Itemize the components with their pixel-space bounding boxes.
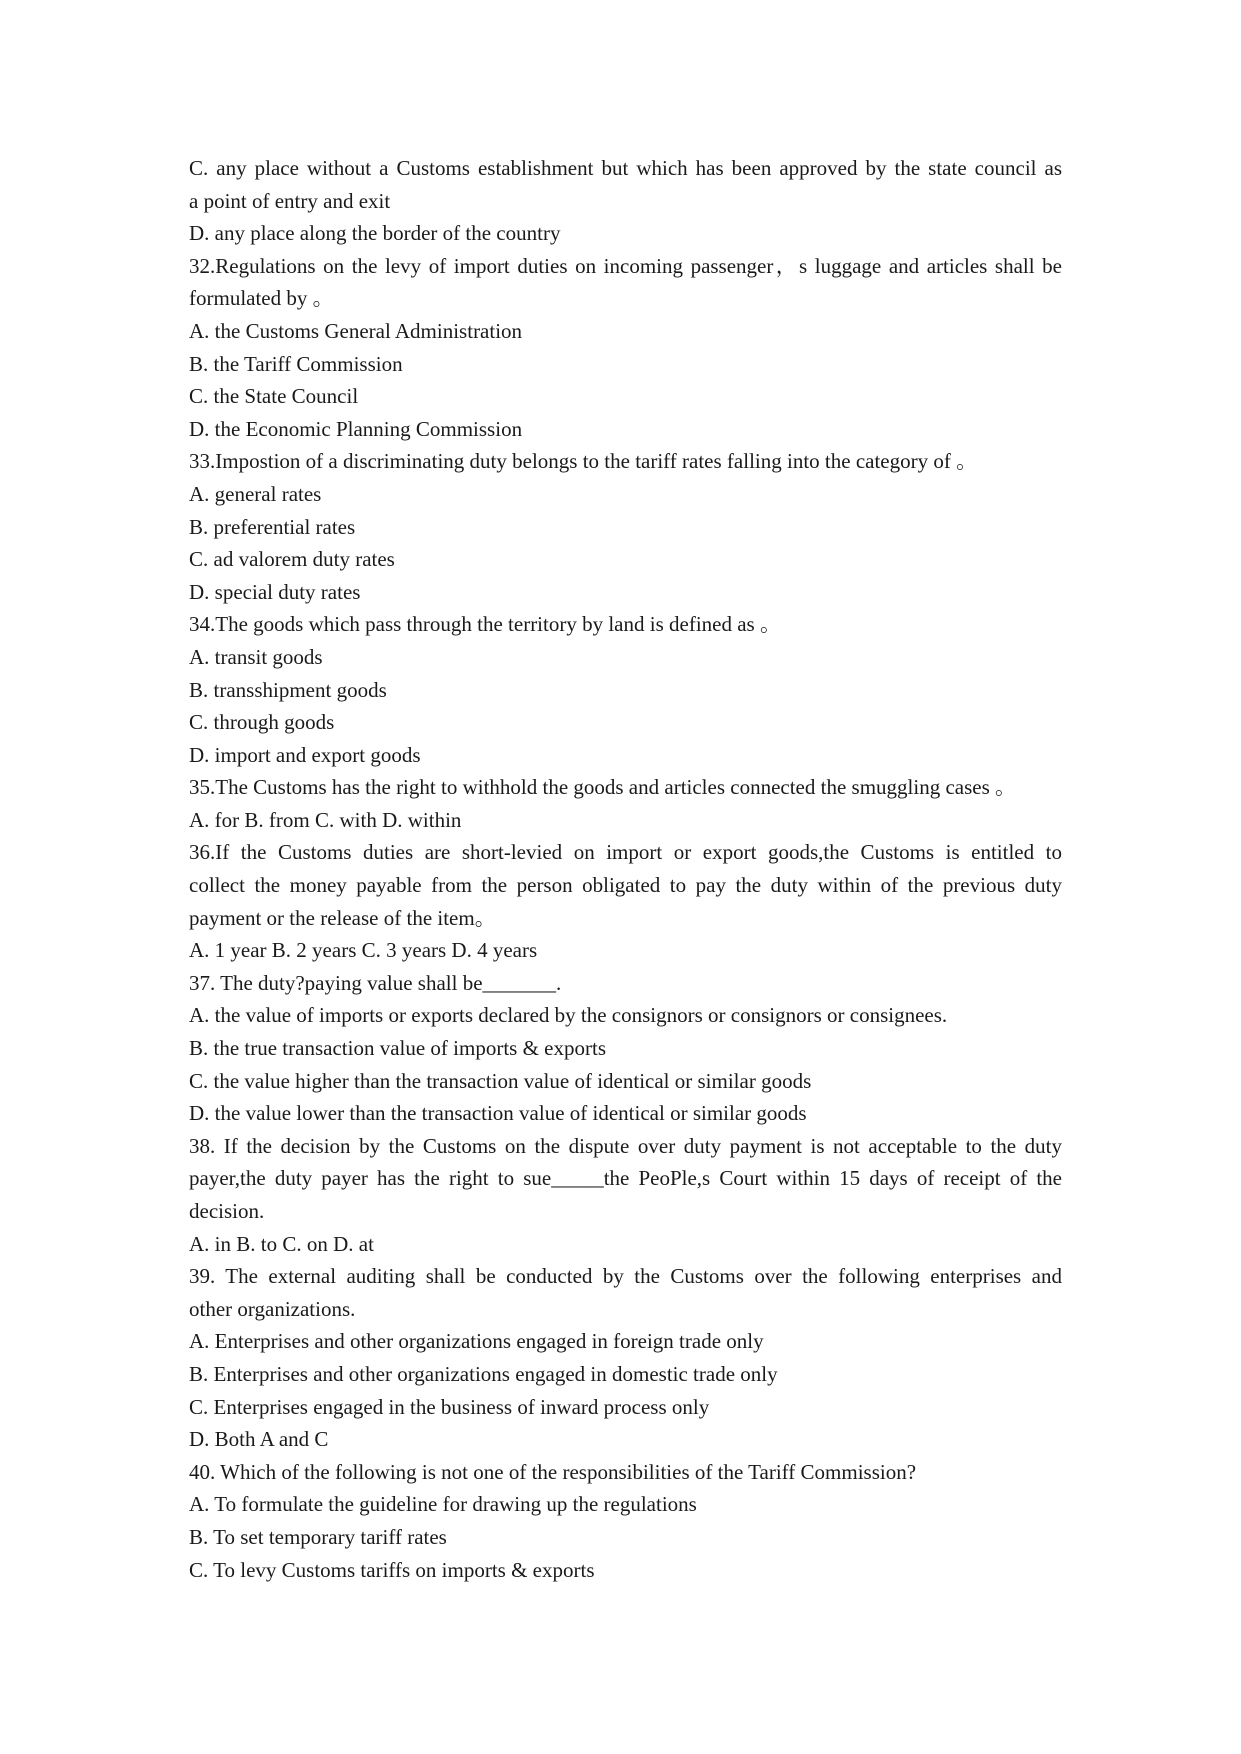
text-line: C. Enterprises engaged in the business of inward process only [189, 1394, 710, 1419]
text-line: 32.Regulations on the levy of import duties on incoming passenger，s luggage and articles shall be [189, 253, 1062, 278]
text-line: D. the Economic Planning Commission [189, 416, 523, 441]
text-line: collect the money payable from the person obligated to pay the duty within of the previous duty [189, 873, 1062, 898]
text-line: A. Enterprises and other organizations engaged in foreign trade only [189, 1329, 764, 1354]
text-line: D. special duty rates [189, 579, 361, 604]
text-line: C. any place without a Customs establishment but which has been approved by the state council as [189, 156, 1062, 180]
text-line: A. 1 year B. 2 years C. 3 years D. 4 years [189, 938, 538, 963]
text-line: formulated by 。 [189, 286, 334, 311]
text-line: B. Enterprises and other organizations engaged in domestic trade only [189, 1361, 778, 1386]
text-line: A. for B. from C. with D. within [189, 807, 462, 832]
text-line: 39. The external auditing shall be conducted by the Customs over the following enterprises and [189, 1264, 1062, 1289]
text-line: D. import and export goods [189, 742, 421, 767]
text-line: a point of entry and exit [189, 188, 391, 213]
text-line: B. the Tariff Commission [189, 351, 403, 376]
text-line: 35.The Customs has the right to withhold the goods and articles connected the smuggling cases 。 [189, 775, 1017, 800]
text-line: A. To formulate the guideline for drawing up the regulations [189, 1492, 697, 1517]
text-line: payment or the release of the item。 [189, 905, 496, 930]
text-line: 34.The goods which pass through the territory by land is defined as 。 [189, 612, 781, 637]
text-line: decision. [189, 1199, 265, 1223]
text-line: D. any place along the border of the country [189, 221, 561, 246]
text-line: 38. If the decision by the Customs on the dispute over duty payment is not acceptable to the duty [189, 1133, 1062, 1158]
text-line: 36.If the Customs duties are short-levied on import or export goods,the Customs is entitled to [189, 840, 1062, 865]
text-line: 33.Impostion of a discriminating duty belongs to the tariff rates falling into the category of 。 [189, 449, 978, 474]
text-line: B. preferential rates [189, 514, 356, 539]
text-line: 40. Which of the following is not one of the responsibilities of the Tariff Commission? [189, 1459, 917, 1484]
text-line: C. through goods [189, 710, 335, 735]
text-line: A. transit goods [189, 644, 323, 669]
text-line: C. To levy Customs tariffs on imports & exports [189, 1557, 595, 1582]
text-line: A. in B. to C. on D. at [189, 1231, 374, 1256]
text-line: C. the value higher than the transaction value of identical or similar goods [189, 1068, 812, 1093]
document-page [189, 152, 1062, 1586]
text-line: A. the Customs General Administration [189, 318, 523, 343]
text-line: C. ad valorem duty rates [189, 547, 395, 572]
text-line: other organizations. [189, 1296, 356, 1321]
text-line: C. the State Council [189, 384, 359, 409]
text-line: A. the value of imports or exports declared by the consignors or consignors or consignees. [189, 1003, 948, 1028]
text-line: D. Both A and C [189, 1427, 329, 1452]
text-line: B. To set temporary tariff rates [189, 1524, 447, 1549]
text-line: 37. The duty?paying value shall be_______. [189, 970, 562, 995]
text-line: D. the value lower than the transaction value of identical or similar goods [189, 1101, 807, 1126]
text-line: B. the true transaction value of imports & exports [189, 1036, 606, 1061]
text-line: B. transshipment goods [189, 677, 387, 702]
text-line: payer,the duty payer has the right to sue_____the PeoPle,s Court within 15 days of receipt of the [189, 1166, 1062, 1191]
text-line: A. general rates [189, 481, 322, 506]
